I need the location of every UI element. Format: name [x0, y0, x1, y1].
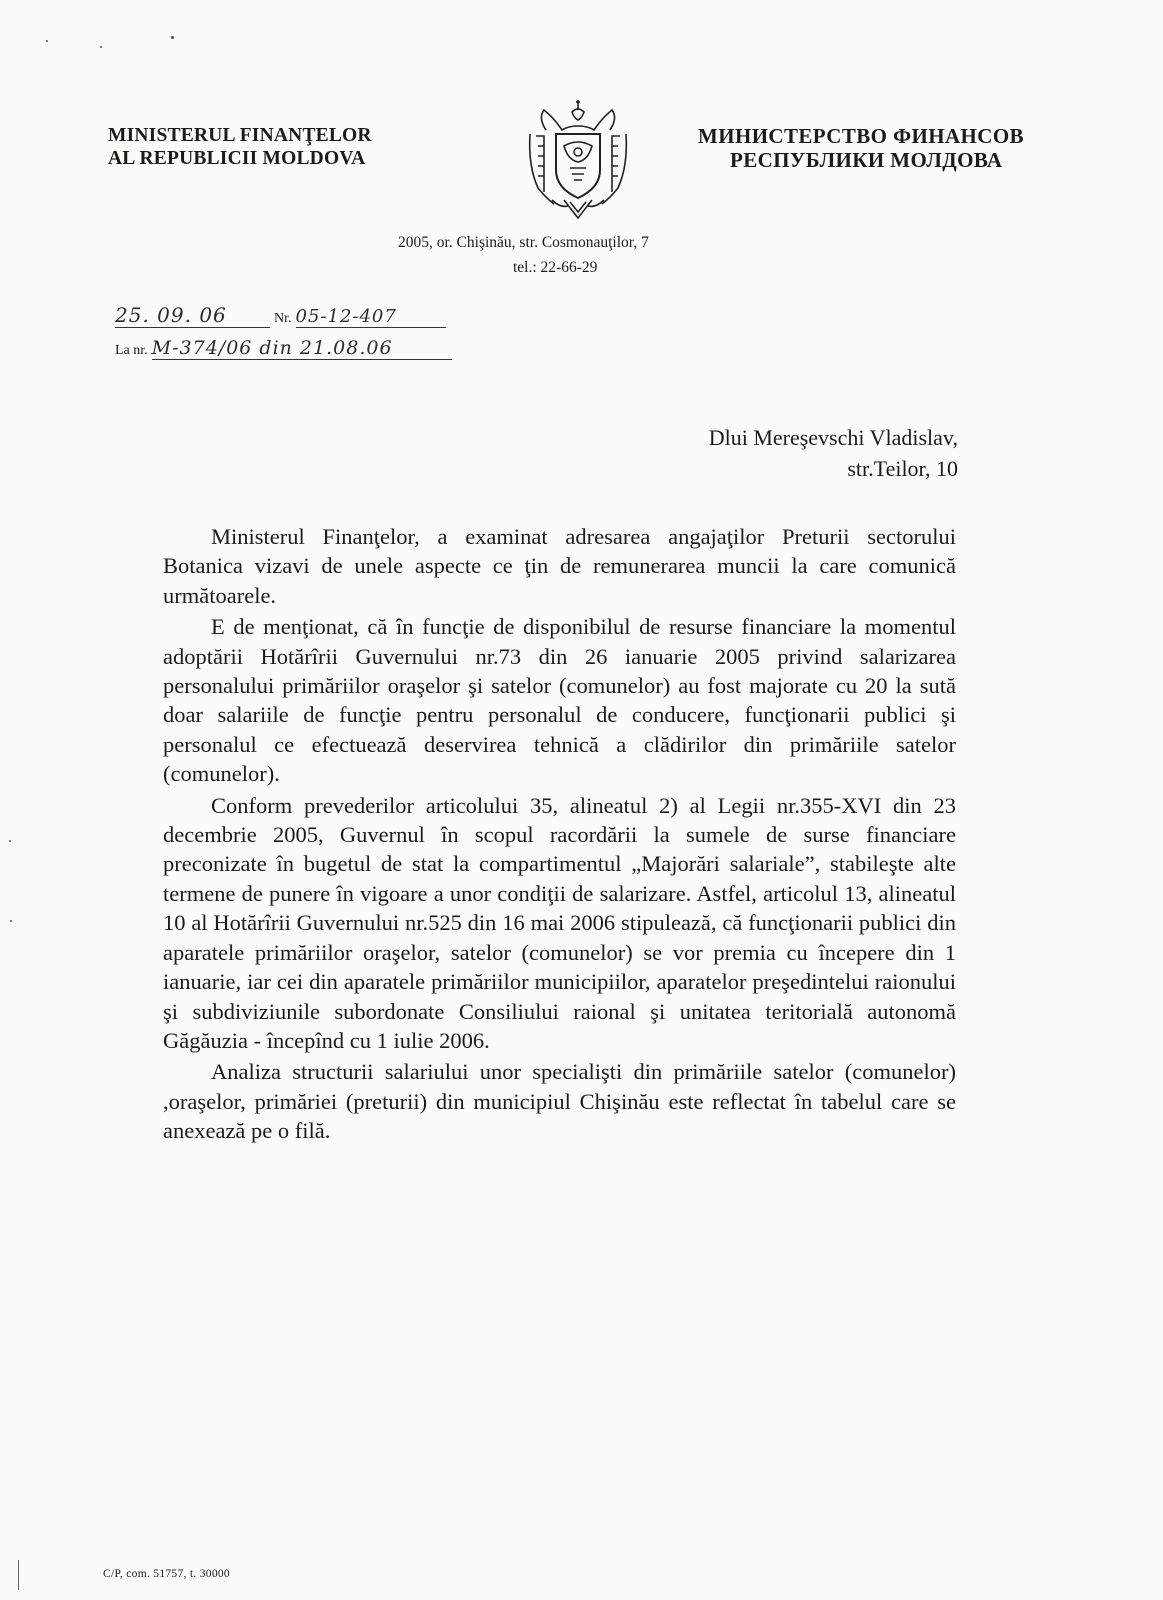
ministry-name-ro-line1: MINISTERUL FINANŢELOR	[108, 125, 372, 146]
ministry-name-ru-line1: МИНИСТЕРСТВО ФИНАНСОВ	[698, 124, 1024, 148]
phone-number: tel.: 22-66-29	[513, 259, 598, 276]
ministry-name-ru-line2: РЕСПУБЛИКИ МОЛДОВА	[730, 148, 1003, 172]
ministry-name-ru	[698, 124, 1024, 172]
body-paragraph: Ministerul Finanţelor, a examinat adresarea angajaţilor Preturii sectorului Botanica vizavi de unele aspecte ce ţin de remunerarea muncii la care comunică următoarele.	[163, 524, 956, 608]
scan-speck	[100, 46, 102, 48]
body-paragraph: Analiza structurii salariului unor specialişti din primăriile satelor (comunelor) ,oraşelor, primăriei (preturii) din municipiul Chişinău este reflectat în tabelul care se anexează pe o filă.	[163, 1059, 956, 1144]
address-line: 2005, or. Chişinău, str. Cosmonauţilor, 7	[398, 234, 649, 251]
scan-speck	[9, 840, 11, 842]
scan-speck	[171, 36, 174, 39]
incoming-reference-line	[115, 337, 452, 360]
nr-label: Nr.	[274, 311, 292, 326]
coat-of-arms-icon	[524, 96, 632, 220]
addressee-block	[709, 422, 958, 484]
letter-date: 25. 09. 06	[115, 303, 270, 328]
ministry-name-ro	[108, 124, 372, 170]
scan-speck	[10, 920, 12, 922]
body-paragraph: E de menţionat, că în funcţie de disponibilul de resurse financiare la momentul adoptării Hotărîrii Guvernului nr.73 din 26 ianuarie 2005 privind salarizarea personalului primăriilor oraşelor şi satelor (comunelor) au fost majorate cu 20 la sută doar salariile de funcţie pentru personalul de conducere, funcţionarii publici şi personalul ce efectuează deservirea tehnică a clădirilor din primăriile satelor (comunelor).	[163, 614, 956, 787]
addressee-street: str.Teilor, 10	[847, 456, 958, 481]
ministry-name-ro-line2: AL REPUBLICII MOLDOVA	[108, 148, 366, 169]
letter-number: 05-12-407	[296, 306, 446, 328]
ministry-address	[398, 233, 649, 277]
print-info: C/P, com. 51757, t. 30000	[103, 1568, 230, 1580]
la-nr-label: La nr.	[115, 343, 148, 358]
reference-block	[115, 303, 452, 360]
body-paragraph: Conform prevederilor articolului 35, alineatul 2) al Legii nr.355-XVI din 23 decembrie 2005, Guvernul în scopul racordării la sumele de surse financiare preconizate în bugetul de stat la compartimentul „Majorări salariale”, stabileşte alte termene de punere în vigoare a unor condiţii de salarizare. Astfel, articolul 13, alineatul 10 al Hotărîrii Guvernului nr.525 din 16 mai 2006 stipulează, că funcţionarii publici din aparatele primăriilor oraşelor, satelor (comunelor) se vor premia cu începere din 1 ianuarie, iar cei din aparatele primăriilor municipiilor, aparatelor preşedintelui raionului şi subdiviziunile subordonate Consiliului raional şi unitatea teritorială autonomă Găgăuzia - începînd cu 1 iulie 2006.	[163, 792, 956, 1053]
letter-body	[163, 522, 956, 1148]
addressee-name: Dlui Mereşevschi Vladislav,	[708, 425, 958, 450]
incoming-letter-reference: М-374/06 din 21.08.06	[152, 337, 452, 360]
scan-edge-line	[18, 1560, 19, 1590]
outgoing-reference-line	[115, 303, 452, 337]
scan-speck	[46, 40, 48, 42]
